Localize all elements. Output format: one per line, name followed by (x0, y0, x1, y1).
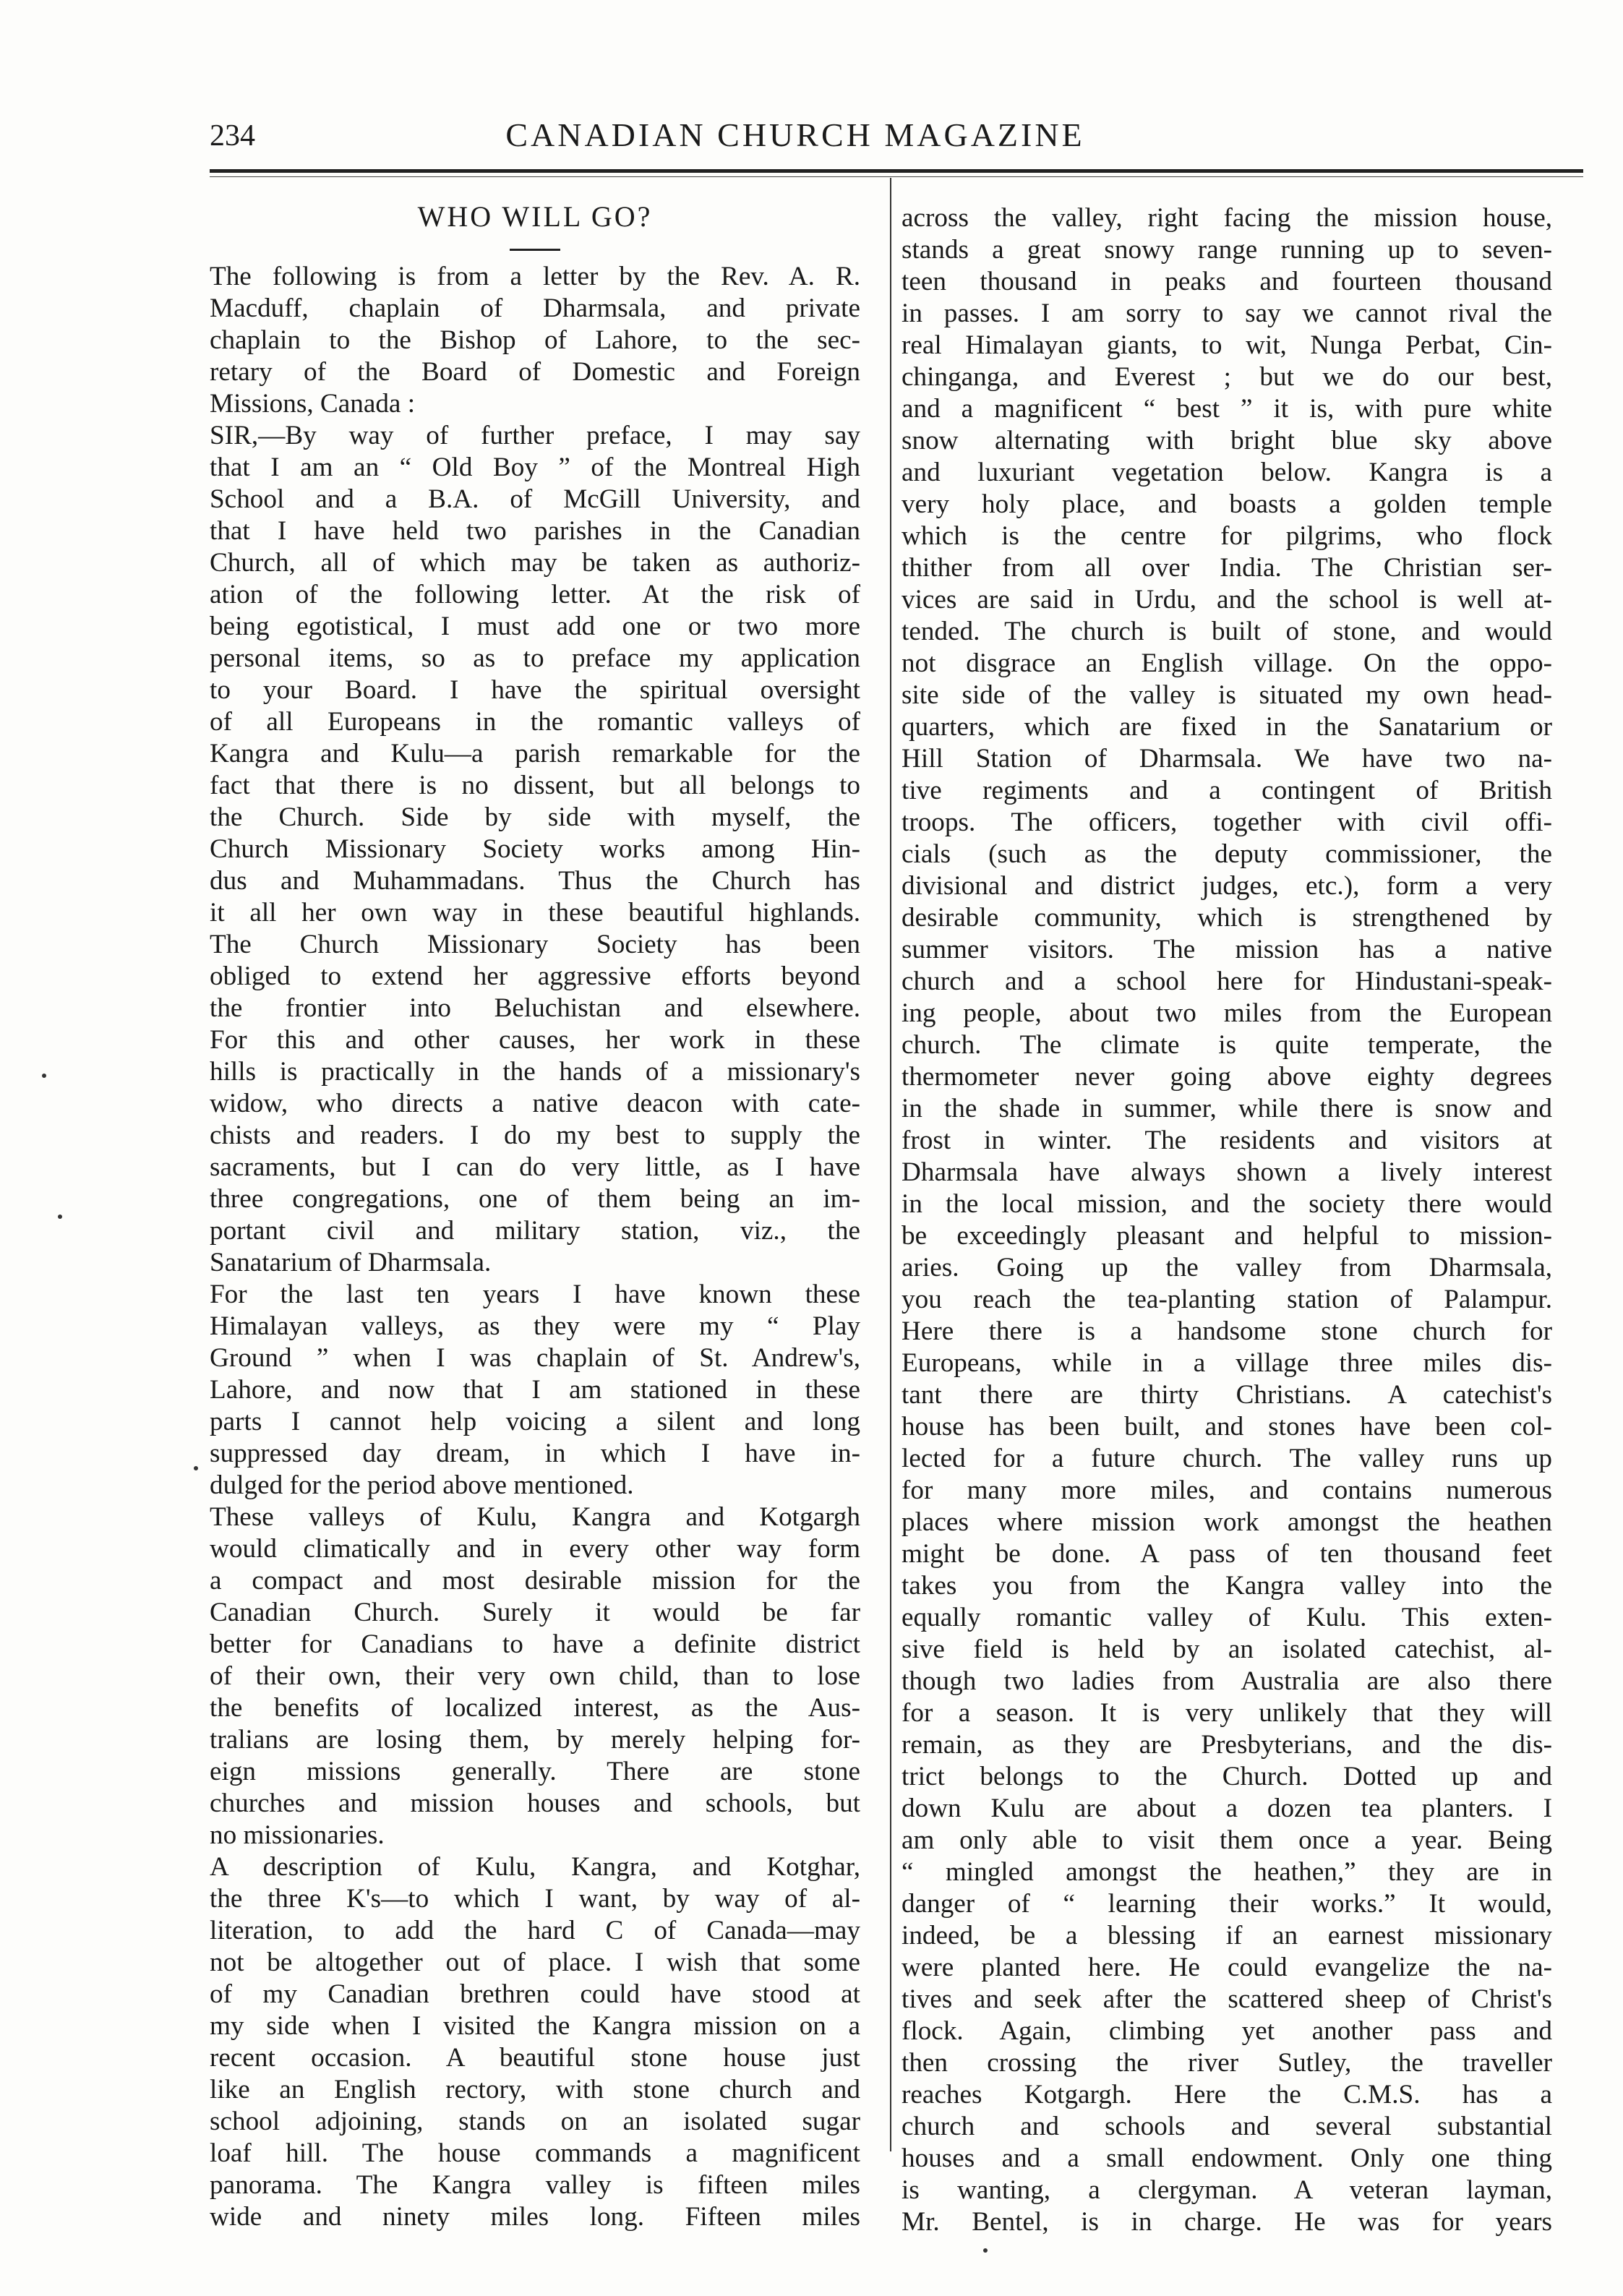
header-rule-thin (210, 176, 1583, 177)
text-line: chinganga, and Everest ; but we do our best, (902, 362, 1552, 392)
text-line: recent occasion. A beautiful stone house just (210, 2043, 860, 2073)
text-line: for a season. It is very unlikely that they will (902, 1698, 1552, 1728)
text-line: quarters, which are fixed in the Sanatarium or (902, 712, 1552, 742)
text-line: remain, as they are Presbyterians, and the dis- (902, 1730, 1552, 1760)
text-line: Church Missionary Society works among Hin- (210, 834, 860, 864)
text-line: of all Europeans in the romantic valleys of (210, 707, 860, 737)
text-line: For the last ten years I have known these (210, 1280, 860, 1309)
text-line: thermometer never going above eighty degrees (902, 1062, 1552, 1092)
text-line: Lahore, and now that I am stationed in these (210, 1375, 860, 1405)
text-line: it all her own way in these beautiful highlands. (210, 898, 860, 928)
header-rule (210, 169, 1583, 173)
text-line: a compact and most desirable mission for the (210, 1566, 860, 1595)
margin-speck (983, 2248, 988, 2253)
text-line: in the local mission, and the society there would (902, 1189, 1552, 1219)
text-line: Hill Station of Dharmsala. We have two na- (902, 744, 1552, 774)
text-line: Canadian Church. Surely it would be far (210, 1598, 860, 1627)
text-line: parts I cannot help voicing a silent and long (210, 1407, 860, 1436)
text-line: then crossing the river Sutley, the traveller (902, 2048, 1552, 2078)
text-line: would climatically and in every other way form (210, 1534, 860, 1564)
text-line: fact that there is no dissent, but all belongs to (210, 771, 860, 800)
text-line: and a magnificent “ best ” it is, with pure white (902, 394, 1552, 424)
text-line: across the valley, right facing the mission house, (902, 203, 1552, 233)
text-line: thither from all over India. The Christian ser- (902, 553, 1552, 583)
text-line: stands a great snowy range running up to seven- (902, 235, 1552, 265)
text-line: for many more miles, and contains numerous (902, 1475, 1552, 1505)
text-line: chists and readers. I do my best to supply the (210, 1121, 860, 1150)
text-line: sacraments, but I can do very little, as I have (210, 1152, 860, 1182)
text-line: reaches Kotgargh. Here the C.M.S. has a (902, 2080, 1552, 2109)
text-line: “ mingled amongst the heathen,” they are in (902, 1857, 1552, 1887)
text-line: in the shade in summer, while there is snow and (902, 1094, 1552, 1123)
article-title: WHO WILL GO? (417, 200, 653, 233)
text-line: in passes. I am sorry to say we cannot rival the (902, 299, 1552, 328)
text-line: like an English rectory, with stone church and (210, 2075, 860, 2104)
text-line: obliged to extend her aggressive efforts beyond (210, 961, 860, 991)
text-line: personal items, so as to preface my application (210, 643, 860, 673)
text-line: churches and mission houses and schools, but (210, 1789, 860, 1818)
text-line: Here there is a handsome stone church for (902, 1316, 1552, 1346)
text-line: teen thousand in peaks and fourteen thousand (902, 267, 1552, 296)
text-line: frost in winter. The residents and visitors at (902, 1126, 1552, 1155)
text-line: ation of the following letter. At the risk of (210, 580, 860, 609)
text-line: tive regiments and a contingent of British (902, 776, 1552, 805)
text-line: ing people, about two miles from the European (902, 998, 1552, 1028)
text-line: tives and seek after the scattered sheep of Christ's (902, 1984, 1552, 2014)
text-line: takes you from the Kangra valley into the (902, 1571, 1552, 1601)
text-line: the Church. Side by side with myself, the (210, 802, 860, 832)
text-line: might be done. A pass of ten thousand feet (902, 1539, 1552, 1569)
text-line: real Himalayan giants, to wit, Nunga Perbat, Cin- (902, 330, 1552, 360)
text-line: my side when I visited the Kangra mission on a (210, 2011, 860, 2041)
text-line: Church, all of which may be taken as authoriz- (210, 548, 860, 578)
text-line: SIR,—By way of further preface, I may say (210, 421, 860, 450)
margin-speck (58, 1215, 62, 1219)
text-line: places where mission work amongst the heathen (902, 1507, 1552, 1537)
margin-speck (194, 1466, 198, 1470)
page-header (210, 116, 1381, 166)
text-line: eign missions generally. There are stone (210, 1757, 860, 1786)
text-line: though two ladies from Australia are also there (902, 1666, 1552, 1696)
text-line: wide and ninety miles long. Fifteen miles (210, 2202, 860, 2232)
text-line: church and a school here for Hindustani-speak- (902, 967, 1552, 996)
text-line: sive field is held by an isolated catechist, al- (902, 1635, 1552, 1664)
text-line: be exceedingly pleasant and helpful to mission- (902, 1221, 1552, 1251)
text-line: Europeans, while in a village three miles dis- (902, 1348, 1552, 1378)
right-column (902, 202, 1552, 2238)
text-line: am only able to visit them once a year. Being (902, 1825, 1552, 1855)
page-number: 234 (210, 119, 255, 153)
text-line: houses and a small endowment. Only one thing (902, 2143, 1552, 2173)
text-line: Dharmsala have always shown a lively interest (902, 1157, 1552, 1187)
text-line: to your Board. I have the spiritual oversight (210, 675, 860, 705)
text-line: A description of Kulu, Kangra, and Kotghar, (210, 1852, 860, 1882)
text-line: These valleys of Kulu, Kangra and Kotgargh (210, 1502, 860, 1532)
text-line: cials (such as the deputy commissioner, the (902, 839, 1552, 869)
text-line: troops. The officers, together with civil offi- (902, 808, 1552, 837)
text-line: is wanting, a clergyman. A veteran layman, (902, 2175, 1552, 2205)
text-line: tralians are losing them, by merely helping for- (210, 1725, 860, 1755)
text-line: and luxuriant vegetation below. Kangra is a (902, 458, 1552, 487)
text-line: not disgrace an English village. On the oppo- (902, 648, 1552, 678)
text-line: The Church Missionary Society has been (210, 930, 860, 959)
text-line: very holy place, and boasts a golden temple (902, 489, 1552, 519)
text-line: snow alternating with bright blue sky above (902, 426, 1552, 455)
text-line: being egotistical, I must add one or two more (210, 612, 860, 641)
text-line: of my Canadian brethren could have stood at (210, 1979, 860, 2009)
text-line: Missions, Canada : (210, 389, 416, 419)
text-line: danger of “ learning their works.” It would, (902, 1889, 1552, 1919)
text-line: literation, to add the hard C of Canada—may (210, 1916, 860, 1945)
text-line: equally romantic valley of Kulu. This exten- (902, 1603, 1552, 1632)
text-line: the three K's—to which I want, by way of al- (210, 1884, 860, 1914)
text-line: suppressed day dream, in which I have in- (210, 1439, 860, 1468)
title-rule (510, 249, 560, 251)
text-line: Macduff, chaplain of Dharmsala, and private (210, 294, 860, 323)
text-line: tended. The church is built of stone, and would (902, 617, 1552, 646)
text-line: portant civil and military station, viz., the (210, 1216, 860, 1246)
text-line: School and a B.A. of McGill University, and (210, 484, 860, 514)
text-line: desirable community, which is strengthened by (902, 903, 1552, 933)
text-line: hills is practically in the hands of a missionary's (210, 1057, 860, 1087)
text-line: not be altogether out of place. I wish that some (210, 1948, 860, 1977)
text-line: house has been built, and stones have been col- (902, 1412, 1552, 1442)
text-line: the frontier into Beluchistan and elsewhere. (210, 993, 860, 1023)
text-line: no missionaries. (210, 1820, 385, 1850)
text-line: Kangra and Kulu—a parish remarkable for the (210, 739, 860, 768)
text-line: that I am an “ Old Boy ” of the Montreal High (210, 453, 860, 482)
text-line: Ground ” when I was chaplain of St. Andrew's, (210, 1343, 860, 1373)
text-line: which is the centre for pilgrims, who flock (902, 521, 1552, 551)
text-line: church and schools and several substantial (902, 2112, 1552, 2141)
text-line: summer visitors. The mission has a native (902, 935, 1552, 964)
text-line: vices are said in Urdu, and the school is well at- (902, 585, 1552, 614)
left-column (210, 197, 860, 2233)
text-line: you reach the tea-planting station of Palampur. (902, 1285, 1552, 1314)
text-line: dulged for the period above mentioned. (210, 1470, 634, 1500)
text-line: indeed, be a blessing if an earnest missionary (902, 1921, 1552, 1950)
text-line: three congregations, one of them being an im- (210, 1184, 860, 1214)
text-line: church. The climate is quite temperate, the (902, 1030, 1552, 1060)
text-line: Mr. Bentel, is in charge. He was for years (902, 2207, 1552, 2237)
text-line: lected for a future church. The valley runs up (902, 1444, 1552, 1473)
text-line: The following is from a letter by the Rev. A. R. (210, 262, 860, 291)
text-line: tant there are thirty Christians. A catechist's (902, 1380, 1552, 1410)
text-line: trict belongs to the Church. Dotted up and (902, 1762, 1552, 1791)
text-line: widow, who directs a native deacon with cate- (210, 1089, 860, 1118)
text-line: Sanatarium of Dharmsala. (210, 1248, 492, 1277)
text-line: dus and Muhammadans. Thus the Church has (210, 866, 860, 896)
text-line: flock. Again, climbing yet another pass and (902, 2016, 1552, 2046)
text-line: down Kulu are about a dozen tea planters. I (902, 1794, 1552, 1823)
text-line: panorama. The Kangra valley is fifteen miles (210, 2170, 860, 2200)
text-line: For this and other causes, her work in these (210, 1025, 860, 1055)
text-line: Himalayan valleys, as they were my “ Play (210, 1311, 860, 1341)
text-line: loaf hill. The house commands a magnificent (210, 2138, 860, 2168)
text-line: of their own, their very own child, than to lose (210, 1661, 860, 1691)
column-divider (890, 178, 891, 2151)
text-line: better for Canadians to have a definite district (210, 1629, 860, 1659)
text-line: divisional and district judges, etc.), form a very (902, 871, 1552, 901)
text-line: chaplain to the Bishop of Lahore, to the sec- (210, 325, 860, 355)
text-line: aries. Going up the valley from Dharmsala, (902, 1253, 1552, 1282)
text-line: the benefits of localized interest, as the Aus- (210, 1693, 860, 1723)
text-line: site side of the valley is situated my own head- (902, 680, 1552, 710)
text-line: that I have held two parishes in the Canadian (210, 516, 860, 546)
text-line: were planted here. He could evangelize the na- (902, 1953, 1552, 1982)
magazine-title: CANADIAN CHURCH MAGAZINE (505, 116, 1085, 153)
text-line: school adjoining, stands on an isolated sugar (210, 2107, 860, 2136)
margin-speck (42, 1074, 46, 1078)
text-line: retary of the Board of Domestic and Foreign (210, 357, 860, 387)
